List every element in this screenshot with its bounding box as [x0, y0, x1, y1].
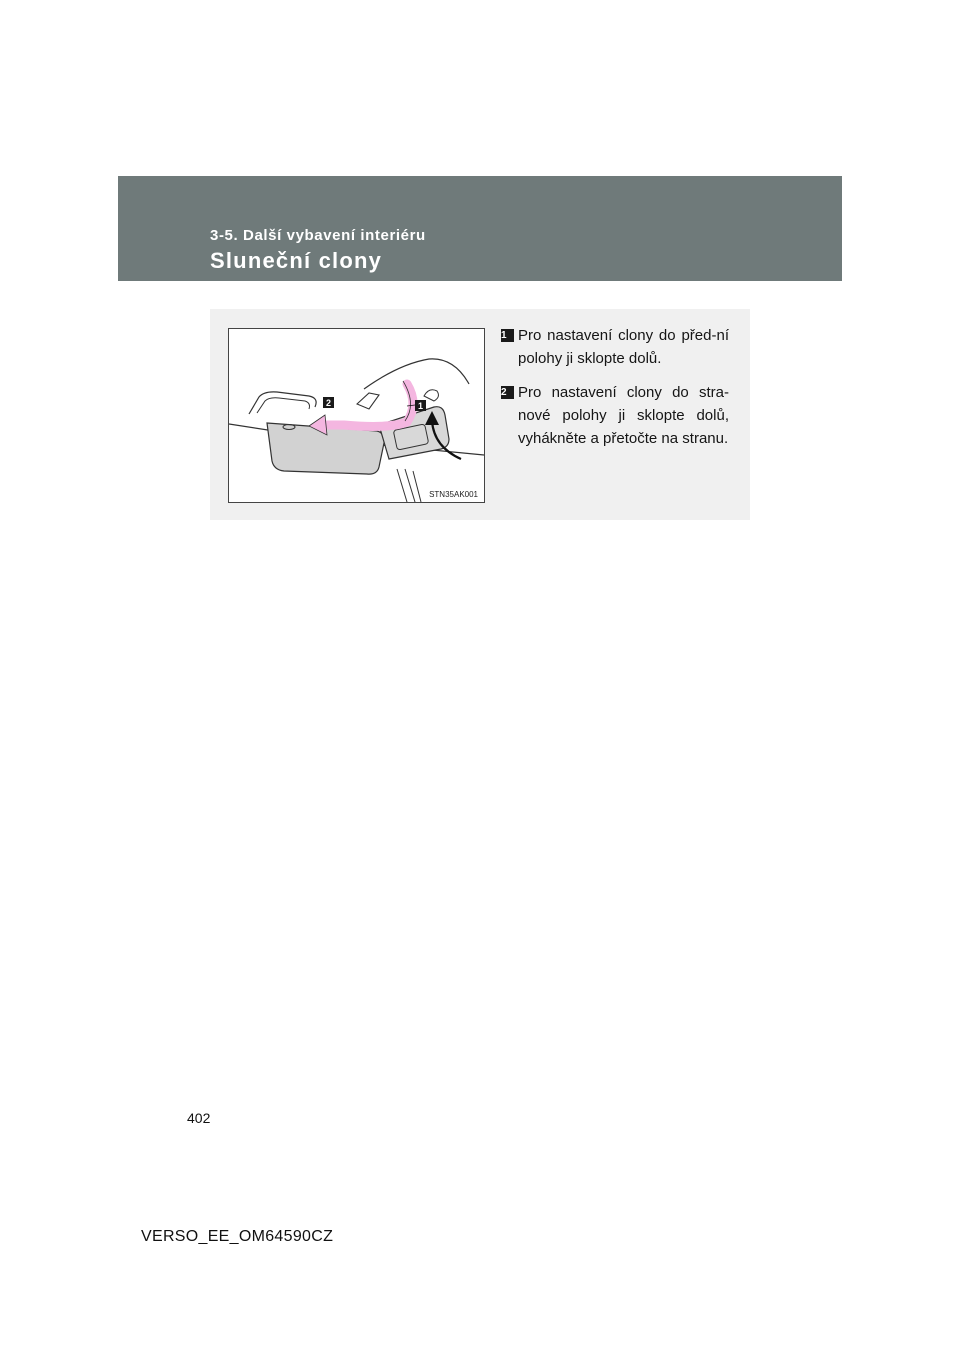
step-text: Pro nastavení clony do stra-nové polohy ji sklopte dolů, vyhákněte a přetočte na stranu.: [518, 384, 729, 447]
sun-visor-drawing: [229, 329, 484, 502]
step-number-badge: 2: [501, 386, 514, 399]
steps-list: [500, 324, 729, 461]
callout-1: 1: [417, 401, 424, 411]
section-header: [118, 176, 842, 281]
page-title: Sluneční clony: [210, 248, 383, 273]
callout-2: 2: [325, 398, 332, 408]
step-text: Pro nastavení clony do před-ní polohy ji sklopte dolů.: [518, 327, 729, 367]
sun-visor-illustration: [228, 328, 485, 503]
page-number: 402: [187, 1110, 211, 1126]
step-item: [500, 381, 729, 450]
figure-code: STN35AK001: [429, 490, 478, 499]
step-number-badge: 1: [501, 329, 514, 342]
section-label: 3-5. Další vybavení interiéru: [210, 227, 426, 244]
content-box: [210, 309, 750, 520]
step-item: [500, 324, 729, 370]
document-code: VERSO_EE_OM64590CZ: [141, 1228, 334, 1245]
